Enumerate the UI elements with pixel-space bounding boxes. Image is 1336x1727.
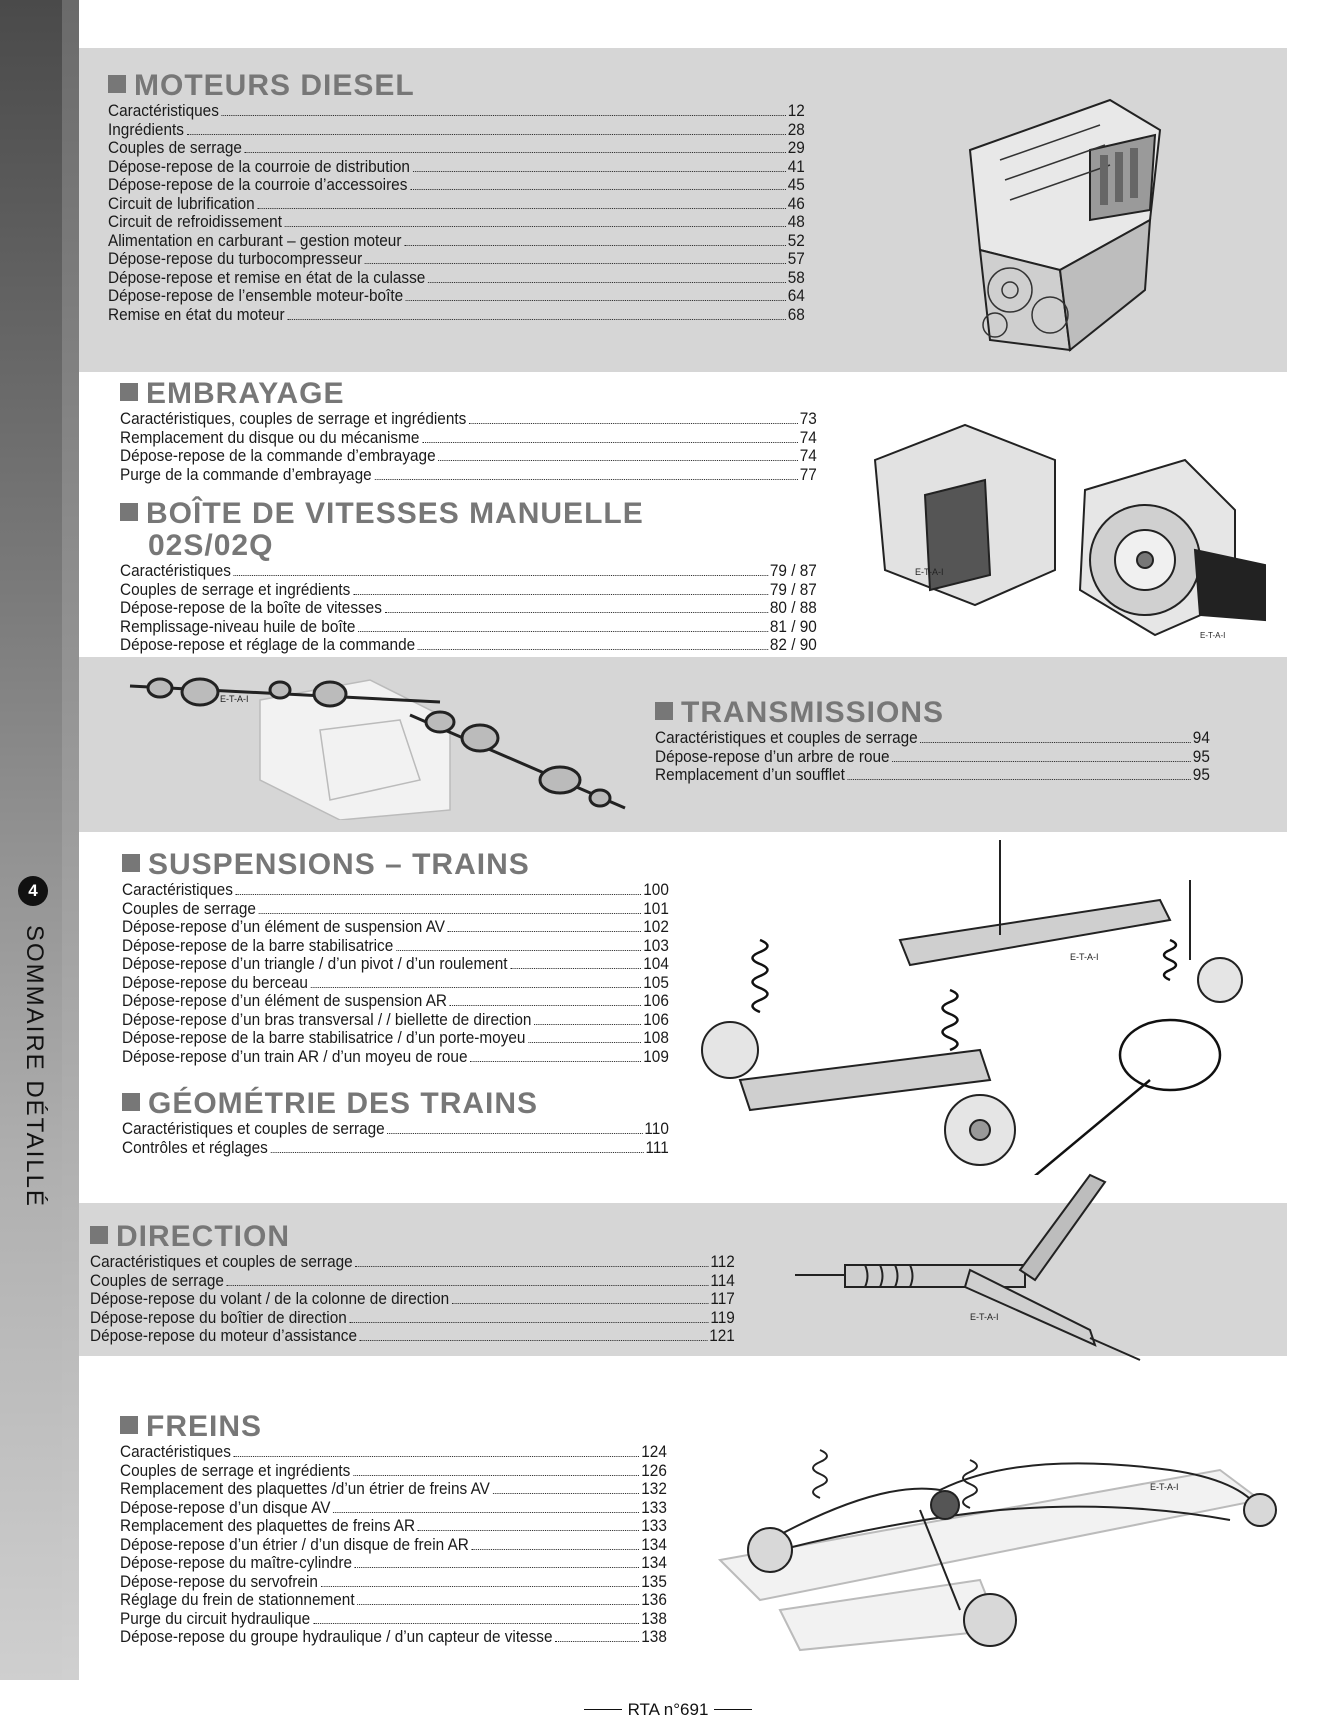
dot-leader xyxy=(448,931,642,932)
driveshaft-illustration xyxy=(120,660,640,820)
toc-entry-label: Dépose-repose d’un arbre de roue xyxy=(655,747,890,766)
toc-entry[interactable] xyxy=(120,466,817,485)
toc-entry-page: 103 xyxy=(643,936,669,955)
toc-entry-page: 114 xyxy=(710,1271,735,1290)
toc-entry-label: Couples de serrage xyxy=(90,1271,224,1290)
section-title: EMBRAYAGE xyxy=(120,378,817,410)
toc-entry-label: Dépose-repose et remise en état de la culasse xyxy=(108,268,426,287)
toc-entry[interactable] xyxy=(122,881,669,900)
toc-entry-label: Caractéristiques xyxy=(120,1443,231,1461)
toc-entry-label: Caractéristiques et couples de serrage xyxy=(90,1253,353,1271)
dot-leader xyxy=(404,245,786,246)
dot-leader xyxy=(234,1456,640,1457)
section-direction xyxy=(90,1221,735,1346)
toc-entry-label: Remplacement des plaquettes /d’un étrier de freins AV xyxy=(120,1480,490,1498)
side-strip xyxy=(0,0,79,1680)
toc-entry-label: Caractéristiques, couples de serrage et ingrédients xyxy=(120,410,467,428)
toc-entry[interactable] xyxy=(120,581,817,600)
dot-leader xyxy=(313,1623,639,1624)
toc-entry-page: 132 xyxy=(641,1480,667,1498)
toc-entry-label: Dépose-repose de la barre stabilisatrice xyxy=(122,936,394,955)
toc-entry-label: Circuit de refroidissement xyxy=(108,213,282,231)
toc-entry[interactable] xyxy=(120,1610,667,1629)
dot-leader xyxy=(510,968,641,969)
toc-entry-label: Dépose-repose d’un triangle / d’un pivot / d’un roulement xyxy=(122,955,508,973)
dot-leader xyxy=(356,1266,709,1267)
dot-leader xyxy=(353,1475,639,1476)
toc-entry[interactable] xyxy=(655,729,1210,748)
toc-entry-label: Caractéristiques et couples de serrage xyxy=(655,729,918,747)
dot-leader xyxy=(528,1042,641,1043)
toc-entry-page: 133 xyxy=(641,1517,667,1535)
toc-list xyxy=(120,1443,667,1647)
toc-entry[interactable] xyxy=(122,1048,669,1067)
dot-leader xyxy=(422,442,798,443)
dot-leader xyxy=(355,1567,640,1568)
dot-leader xyxy=(470,1061,641,1062)
toc-entry-label: Remplacement du disque ou du mécanisme xyxy=(120,428,420,447)
toc-entry-label: Dépose-repose d’un élément de suspension AV xyxy=(122,918,446,936)
toc-entry-page: 80 / 88 xyxy=(769,599,817,617)
toc-entry-label: Dépose-repose de l’ensemble moteur-boîte xyxy=(108,287,404,305)
toc-entry[interactable] xyxy=(108,269,805,288)
dot-leader xyxy=(493,1493,640,1494)
section-title: BOÎTE DE VITESSES MANUELLE 02S/02Q xyxy=(120,498,817,562)
dot-leader xyxy=(385,612,768,613)
toc-entry-label: Remplacement des plaquettes de freins AR xyxy=(120,1517,416,1535)
toc-entry-page: 82 / 90 xyxy=(769,636,817,654)
toc-entry[interactable] xyxy=(122,1029,669,1048)
toc-entry[interactable] xyxy=(120,1499,667,1518)
section-subtitle: 02S/02Q xyxy=(148,529,274,562)
toc-entry-label: Remise en état du moteur xyxy=(108,305,285,324)
toc-entry-label: Dépose-repose et réglage de la commande xyxy=(120,636,416,654)
toc-entry-label: Dépose-repose de la courroie d’accessoires xyxy=(108,176,408,194)
toc-entry-page: 110 xyxy=(644,1120,669,1138)
dot-leader xyxy=(353,594,768,595)
dot-leader xyxy=(396,950,641,951)
toc-entry[interactable] xyxy=(120,1462,667,1481)
toc-list xyxy=(122,1120,669,1157)
dot-leader xyxy=(357,1604,639,1605)
dot-leader xyxy=(452,1303,709,1304)
section-boite xyxy=(120,498,817,655)
toc-list xyxy=(655,729,1210,785)
toc-entry-page: 68 xyxy=(787,305,805,324)
toc-entry-page: 81 / 90 xyxy=(769,617,817,636)
toc-entry-label: Caractéristiques xyxy=(108,102,219,120)
toc-entry-page: 124 xyxy=(641,1443,667,1461)
dot-leader xyxy=(921,742,1191,743)
toc-entry-label: Dépose-repose du volant / de la colonne de direction xyxy=(90,1290,450,1308)
toc-entry[interactable] xyxy=(122,974,669,993)
toc-entry-label: Dépose-repose du groupe hydraulique / d’un capteur de vitesse xyxy=(120,1628,553,1646)
toc-entry-page: 79 / 87 xyxy=(769,562,817,580)
toc-entry[interactable] xyxy=(108,102,805,121)
watermark-text: E-T-A-I xyxy=(1200,631,1226,640)
dot-leader xyxy=(222,115,786,116)
toc-entry-page: 134 xyxy=(641,1535,667,1554)
toc-entry[interactable] xyxy=(90,1272,735,1291)
toc-entry[interactable] xyxy=(122,955,669,974)
toc-entry-label: Dépose-repose du moteur d’assistance xyxy=(90,1327,357,1345)
toc-entry[interactable] xyxy=(120,1591,667,1610)
toc-entry-page: 28 xyxy=(787,120,805,139)
dot-leader xyxy=(360,1340,708,1341)
dot-leader xyxy=(438,460,797,461)
toc-entry-label: Couples de serrage et ingrédients xyxy=(120,1461,351,1480)
toc-entry-page: 105 xyxy=(643,973,669,992)
toc-list xyxy=(108,102,805,324)
toc-entry-page: 41 xyxy=(787,157,805,176)
section-embrayage xyxy=(120,378,817,484)
toc-entry-page: 119 xyxy=(710,1308,735,1327)
toc-entry-label: Couples de serrage xyxy=(108,139,242,157)
dot-leader xyxy=(333,1512,639,1513)
footer xyxy=(0,1700,1336,1720)
dot-leader xyxy=(848,779,1191,780)
toc-entry-label: Dépose-repose du servofrein xyxy=(120,1572,318,1591)
suspension-illustration xyxy=(700,840,1260,1175)
toc-entry-page: 138 xyxy=(641,1609,667,1628)
dot-leader xyxy=(413,171,786,172)
toc-list xyxy=(120,562,817,655)
toc-entry[interactable] xyxy=(120,1554,667,1573)
toc-entry-page: 112 xyxy=(710,1253,735,1271)
dot-leader xyxy=(892,761,1191,762)
toc-entry[interactable] xyxy=(108,250,805,269)
section-moteurs xyxy=(108,70,805,324)
toc-entry-label: Alimentation en carburant – gestion moteur xyxy=(108,231,402,250)
toc-entry-page: 94 xyxy=(1192,729,1210,747)
toc-entry-label: Réglage du frein de stationnement xyxy=(120,1591,355,1609)
toc-entry-label: Dépose-repose de la boîte de vitesses xyxy=(120,599,382,617)
toc-entry[interactable] xyxy=(120,1480,667,1499)
toc-entry[interactable] xyxy=(120,1628,667,1647)
section-title: DIRECTION xyxy=(90,1221,735,1253)
watermark-text: E-T-A-I xyxy=(970,1312,999,1322)
dot-leader xyxy=(418,1530,639,1531)
toc-entry-page: 101 xyxy=(643,899,669,918)
toc-entry-page: 133 xyxy=(641,1498,667,1517)
dot-leader xyxy=(374,479,797,480)
toc-entry[interactable] xyxy=(120,599,817,618)
toc-entry-page: 136 xyxy=(641,1591,667,1609)
section-suspensions xyxy=(122,849,669,1066)
toc-entry-page: 111 xyxy=(645,1138,669,1157)
toc-entry-label: Couples de serrage et ingrédients xyxy=(120,580,351,599)
section-title: FREINS xyxy=(120,1411,667,1443)
watermark-text: E-T-A-I xyxy=(1150,1482,1179,1492)
toc-entry-label: Dépose-repose du boîtier de direction xyxy=(90,1308,347,1327)
dot-leader xyxy=(406,300,786,301)
section-geometrie xyxy=(122,1088,669,1157)
toc-entry-page: 121 xyxy=(709,1327,735,1345)
dot-leader xyxy=(311,987,642,988)
toc-entry-label: Ingrédients xyxy=(108,120,184,139)
toc-entry-page: 73 xyxy=(799,410,817,428)
toc-entry-label: Dépose-repose du berceau xyxy=(122,973,308,992)
toc-entry-label: Dépose-repose d’un disque AV xyxy=(120,1498,331,1517)
toc-entry[interactable] xyxy=(122,1120,669,1139)
gearbox-illustration xyxy=(855,400,1275,645)
dot-leader xyxy=(534,1024,641,1025)
toc-entry-page: 48 xyxy=(787,213,805,231)
toc-entry-page: 109 xyxy=(643,1047,669,1066)
dot-leader xyxy=(271,1152,644,1153)
dot-leader xyxy=(555,1641,639,1642)
toc-entry-label: Purge du circuit hydraulique xyxy=(120,1609,311,1628)
toc-entry[interactable] xyxy=(90,1309,735,1328)
dot-leader xyxy=(227,1285,709,1286)
toc-entry-label: Dépose-repose de la commande d’embrayage xyxy=(120,447,436,465)
dot-leader xyxy=(365,263,786,264)
toc-entry-label: Circuit de lubrification xyxy=(108,194,255,213)
dot-leader xyxy=(321,1586,640,1587)
vertical-section-title: SOMMAIRE DÉTAILLÉ xyxy=(21,925,48,1208)
toc-entry-page: 79 / 87 xyxy=(769,580,817,599)
toc-entry-page: 106 xyxy=(643,992,669,1010)
toc-entry-page: 108 xyxy=(643,1029,669,1047)
toc-entry[interactable] xyxy=(122,1139,669,1158)
section-title: TRANSMISSIONS xyxy=(655,697,1210,729)
dot-leader xyxy=(350,1322,709,1323)
toc-entry-page: 138 xyxy=(641,1628,667,1646)
toc-entry-page: 126 xyxy=(641,1461,667,1480)
toc-entry-label: Dépose-repose de la courroie de distribution xyxy=(108,157,410,176)
toc-entry-page: 106 xyxy=(643,1010,669,1029)
toc-entry-page: 104 xyxy=(643,955,669,973)
dot-leader xyxy=(428,282,786,283)
toc-entry-page: 12 xyxy=(787,102,805,120)
toc-entry[interactable] xyxy=(655,748,1210,767)
toc-list xyxy=(90,1253,735,1346)
section-freins xyxy=(120,1411,667,1647)
toc-entry[interactable] xyxy=(108,139,805,158)
footer-reference: RTA n°691 xyxy=(627,1700,709,1719)
toc-entry[interactable] xyxy=(655,766,1210,785)
section-title: MOTEURS DIESEL xyxy=(108,70,805,102)
dot-leader xyxy=(285,226,786,227)
dot-leader xyxy=(236,894,642,895)
toc-entry-page: 134 xyxy=(641,1554,667,1572)
toc-entry[interactable] xyxy=(120,1517,667,1536)
toc-entry[interactable] xyxy=(90,1327,735,1346)
dot-leader xyxy=(259,913,642,914)
toc-entry-label: Remplissage-niveau huile de boîte xyxy=(120,617,356,636)
dot-leader xyxy=(410,189,786,190)
toc-entry-page: 57 xyxy=(787,250,805,268)
toc-entry-page: 46 xyxy=(787,194,805,213)
dot-leader xyxy=(245,152,786,153)
dot-leader xyxy=(472,1549,640,1550)
toc-entry-label: Dépose-repose d’un élément de suspension AR xyxy=(122,992,448,1010)
toc-entry-page: 74 xyxy=(799,447,817,465)
dot-leader xyxy=(358,631,768,632)
steering-rack-illustration xyxy=(790,1170,1150,1370)
toc-entry[interactable] xyxy=(120,1573,667,1592)
toc-entry[interactable] xyxy=(90,1253,735,1272)
dot-leader xyxy=(234,575,768,576)
dot-leader xyxy=(469,423,798,424)
toc-entry[interactable] xyxy=(108,121,805,140)
toc-entry[interactable] xyxy=(122,937,669,956)
toc-entry-label: Remplacement d’un soufflet xyxy=(655,766,845,784)
toc-entry-label: Contrôles et réglages xyxy=(122,1138,268,1157)
toc-list xyxy=(120,410,817,484)
toc-entry[interactable] xyxy=(108,287,805,306)
toc-entry[interactable] xyxy=(120,618,817,637)
toc-entry-label: Dépose-repose de la barre stabilisatrice / d’un porte-moyeu xyxy=(122,1029,526,1047)
toc-entry-label: Caractéristiques xyxy=(120,562,231,580)
toc-entry-page: 135 xyxy=(641,1572,667,1591)
toc-entry[interactable] xyxy=(120,636,817,655)
toc-entry[interactable] xyxy=(122,1011,669,1030)
toc-entry-label: Dépose-repose d’un étrier / d’un disque de frein AR xyxy=(120,1535,469,1554)
watermark-text: E-T-A-I xyxy=(915,567,944,577)
toc-entry-label: Dépose-repose d’un train AR / d’un moyeu de roue xyxy=(122,1047,468,1066)
toc-entry-page: 64 xyxy=(787,287,805,305)
toc-entry[interactable] xyxy=(120,1443,667,1462)
toc-entry[interactable] xyxy=(120,1536,667,1555)
toc-entry-page: 77 xyxy=(799,465,817,484)
toc-entry[interactable] xyxy=(90,1290,735,1309)
toc-list xyxy=(122,881,669,1066)
toc-entry-page: 95 xyxy=(1192,747,1210,766)
toc-entry[interactable] xyxy=(108,232,805,251)
brake-system-illustration xyxy=(700,1410,1290,1660)
toc-entry-page: 29 xyxy=(787,139,805,157)
toc-entry[interactable] xyxy=(108,213,805,232)
toc-entry-label: Purge de la commande d’embrayage xyxy=(120,465,372,484)
dot-leader xyxy=(287,319,786,320)
toc-entry[interactable] xyxy=(120,447,817,466)
toc-entry-label: Couples de serrage xyxy=(122,899,256,918)
toc-entry-label: Dépose-repose d’un bras transversal / / biellette de direction xyxy=(122,1010,532,1029)
toc-entry[interactable] xyxy=(120,429,817,448)
toc-entry-page: 100 xyxy=(643,881,669,899)
watermark-text: E-T-A-I xyxy=(1070,952,1099,962)
toc-entry[interactable] xyxy=(108,195,805,214)
toc-entry[interactable] xyxy=(108,176,805,195)
dot-leader xyxy=(388,1133,643,1134)
section-title: GÉOMÉTRIE DES TRAINS xyxy=(122,1088,669,1120)
toc-entry-label: Dépose-repose du maître-cylindre xyxy=(120,1554,352,1572)
toc-entry[interactable] xyxy=(122,992,669,1011)
dot-leader xyxy=(450,1005,642,1006)
page-number-badge: 4 xyxy=(18,876,48,906)
watermark-text: E-T-A-I xyxy=(220,694,249,704)
toc-entry[interactable] xyxy=(108,306,805,325)
toc-entry-label: Dépose-repose du turbocompresseur xyxy=(108,250,363,268)
toc-entry[interactable] xyxy=(122,900,669,919)
section-transmissions xyxy=(655,697,1210,785)
section-title: SUSPENSIONS – TRAINS xyxy=(122,849,669,881)
toc-entry[interactable] xyxy=(120,410,817,429)
dot-leader xyxy=(418,649,768,650)
toc-entry-page: 45 xyxy=(787,176,805,194)
dot-leader xyxy=(257,208,785,209)
toc-entry-page: 58 xyxy=(787,268,805,287)
toc-entry-label: Caractéristiques et couples de serrage xyxy=(122,1120,385,1138)
toc-entry-page: 95 xyxy=(1192,766,1210,784)
toc-entry-page: 117 xyxy=(710,1290,735,1308)
toc-entry-label: Caractéristiques xyxy=(122,881,233,899)
toc-entry[interactable] xyxy=(122,918,669,937)
toc-entry[interactable] xyxy=(120,562,817,581)
toc-entry[interactable] xyxy=(108,158,805,177)
toc-entry-page: 102 xyxy=(643,918,669,936)
dot-leader xyxy=(187,134,786,135)
toc-entry-page: 74 xyxy=(799,428,817,447)
toc-entry-page: 52 xyxy=(787,231,805,250)
engine-illustration xyxy=(940,90,1180,370)
